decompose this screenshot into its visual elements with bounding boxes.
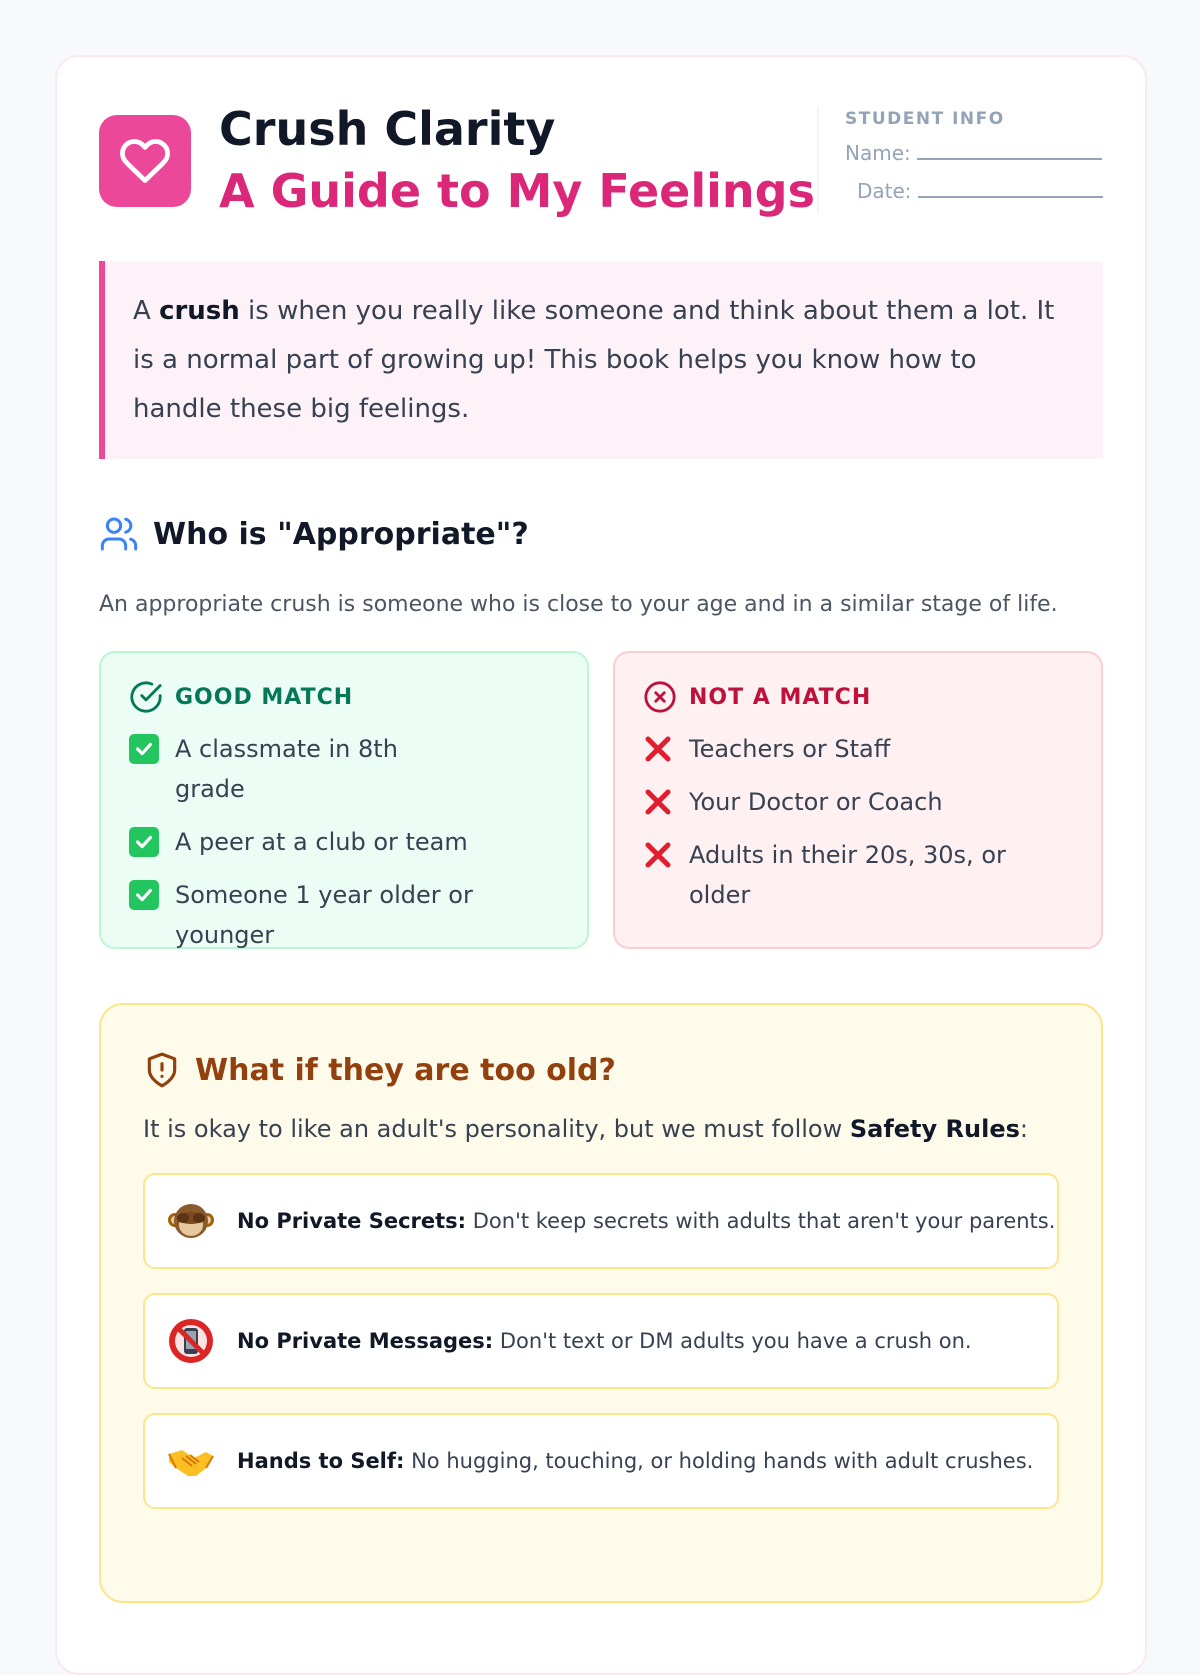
check-mark-icon [129, 880, 159, 910]
not-a-match-title: NOT A MATCH [689, 684, 872, 710]
safety-desc-bold: Safety Rules [849, 1115, 1020, 1143]
not-a-match-item: Adults in their 20s, 30s, or older [689, 841, 1006, 909]
header [99, 57, 1103, 259]
no-phone-icon [165, 1315, 217, 1367]
safety-rule-body: Don't text or DM adults you have a crush on. [493, 1329, 972, 1353]
not-a-match-item: Teachers or Staff [689, 735, 891, 763]
safety-description [143, 1109, 1059, 1149]
worksheet-page [55, 55, 1147, 1675]
appropriate-description: An appropriate crush is someone who is close to your age and in a similar stage of life. [99, 592, 1058, 617]
list-item [129, 822, 559, 862]
safety-heading-row [143, 1045, 1059, 1095]
student-info-label: STUDENT INFO [845, 109, 1005, 129]
check-mark-icon [129, 734, 159, 764]
list-item [643, 835, 1073, 915]
safety-rule-body: No hugging, touching, or holding hands with adult crushes. [404, 1449, 1034, 1473]
intro-prefix: A [133, 296, 160, 326]
safety-heading: What if they are too old? [195, 1052, 616, 1088]
match-cards [99, 651, 1103, 949]
intro-callout [99, 261, 1103, 459]
date-label: Date: [857, 179, 912, 203]
safety-desc-prefix: It is okay to like an adult's personality, but we must follow [143, 1115, 850, 1143]
appropriate-heading: Who is "Appropriate"? [153, 516, 529, 552]
safety-rule-messages [143, 1293, 1059, 1389]
safety-rule-text [237, 1329, 972, 1353]
safety-rule-title: No Private Messages: [237, 1329, 494, 1353]
intro-text: is when you really like someone and think about them a lot. It is a normal part of growing up! This book helps you know how to handle these big feelings. [133, 296, 1055, 424]
date-field[interactable] [918, 184, 1103, 198]
not-a-match-list [643, 729, 1073, 915]
not-a-match-card [613, 651, 1103, 949]
intro-keyword: crush [159, 296, 240, 326]
heart-icon [119, 135, 171, 187]
logo [99, 115, 191, 207]
name-row [845, 141, 1127, 165]
check-mark-icon [129, 827, 159, 857]
safety-rule-body: Don't keep secrets with adults that aren't your parents. [466, 1209, 1056, 1233]
safety-rule-secrets [143, 1173, 1059, 1269]
see-no-evil-monkey-icon [165, 1195, 217, 1247]
list-item [129, 875, 559, 955]
good-match-item: A peer at a club or team [175, 828, 468, 856]
not-a-match-header [643, 677, 1073, 717]
safety-rule-text [237, 1209, 1055, 1233]
shield-alert-icon [143, 1051, 181, 1089]
name-label: Name: [845, 141, 911, 165]
cross-mark-icon [643, 734, 673, 764]
check-circle-icon [129, 680, 163, 714]
good-match-item: Someone 1 year older or younger [175, 881, 473, 949]
safety-rules-box [99, 1003, 1103, 1603]
safety-rule-text [237, 1449, 1033, 1473]
name-field[interactable] [917, 146, 1102, 160]
not-a-match-item: Your Doctor or Coach [689, 788, 943, 816]
page-subtitle: A Guide to My Feelings [219, 164, 815, 218]
list-item [643, 782, 1073, 822]
list-item [643, 729, 1073, 769]
student-info [817, 107, 1127, 213]
safety-rule-hands [143, 1413, 1059, 1509]
list-item [129, 729, 559, 809]
safety-desc-suffix: : [1019, 1115, 1028, 1143]
handshake-icon [165, 1435, 217, 1487]
good-match-item: A classmate in 8th grade [175, 735, 398, 803]
users-icon [99, 514, 139, 554]
date-row [845, 179, 1127, 203]
page-title: Crush Clarity [219, 102, 556, 156]
good-match-card [99, 651, 589, 949]
cross-mark-icon [643, 840, 673, 870]
appropriate-heading-row [99, 513, 1103, 555]
good-match-list [129, 729, 559, 955]
safety-rule-title: No Private Secrets: [237, 1209, 467, 1233]
good-match-title: GOOD MATCH [175, 684, 354, 710]
safety-rule-title: Hands to Self: [237, 1449, 405, 1473]
x-circle-icon [643, 680, 677, 714]
cross-mark-icon [643, 787, 673, 817]
good-match-header [129, 677, 559, 717]
